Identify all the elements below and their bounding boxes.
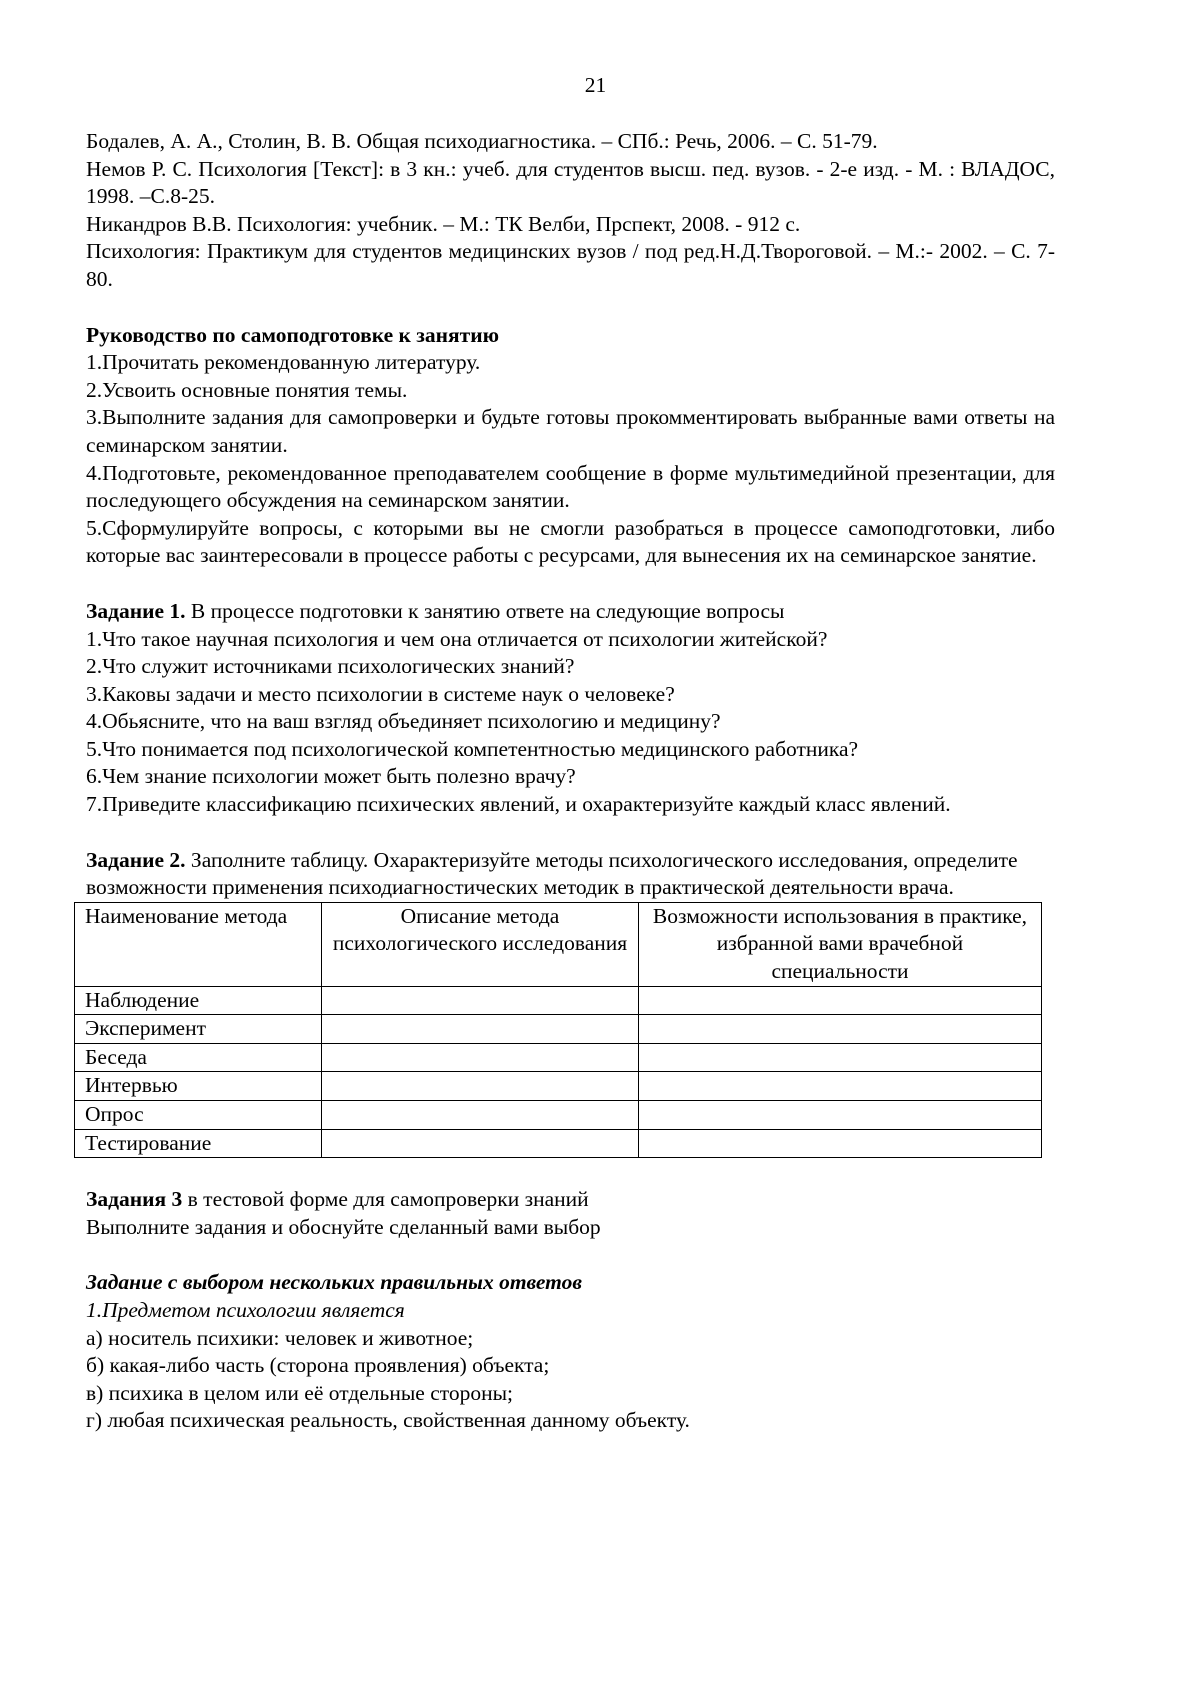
task-2-label: Задание 2. — [86, 847, 186, 872]
description-cell — [322, 1129, 639, 1158]
task-1-question: 7.Приведите классификацию психических явлений, и охарактеризуйте каждый класс явлений. — [86, 792, 951, 817]
answer-option: в) психика в целом или её отдельные стороны; — [86, 1380, 514, 1405]
description-cell — [322, 1043, 639, 1072]
table-header-cell: Наименование метода — [75, 902, 322, 986]
method-name-cell: Наблюдение — [75, 986, 322, 1015]
table-header-row — [75, 902, 1042, 986]
page-content — [86, 128, 1055, 1435]
task-2-intro: Заполните таблицу. Охарактеризуйте методы психологического исследования, определите возможности применения психодиагностических методик в практической деятельности врача. — [86, 847, 1018, 900]
references-list — [86, 128, 1055, 294]
description-cell — [322, 1072, 639, 1101]
usage-cell — [639, 1101, 1042, 1130]
task-1-intro: В процессе подготовки к занятию ответе на следующие вопросы — [185, 598, 785, 623]
task-3-instruction: Выполните задания и обоснуйте сделанный вами выбор — [86, 1214, 601, 1239]
table-row — [75, 1129, 1042, 1158]
task-3-label: Задания 3 — [86, 1187, 183, 1212]
page-number: 21 — [584, 73, 607, 97]
guide-item: 3.Выполните задания для самопроверки и будьте готовы прокомментировать выбранные вами ответы на семинарском занятии. — [86, 405, 1055, 457]
method-name-cell: Опрос — [75, 1101, 322, 1130]
table-row — [75, 1015, 1042, 1044]
table-header-cell: Возможности использования в практике, избранной вами врачебной специальности — [639, 902, 1042, 986]
method-name-cell: Интервью — [75, 1072, 322, 1101]
description-cell — [322, 1015, 639, 1044]
methods-table — [74, 902, 1042, 1158]
task-1-question: 5.Что понимается под психологической компетентностью медицинского работника? — [86, 736, 859, 761]
multiple-choice-section — [86, 1269, 1055, 1435]
answer-option: а) носитель психики: человек и животное; — [86, 1325, 474, 1350]
table-row — [75, 986, 1042, 1015]
usage-cell — [639, 986, 1042, 1015]
answer-option: б) какая-либо часть (сторона проявления) объекта; — [86, 1353, 550, 1378]
description-cell — [322, 1101, 639, 1130]
usage-cell — [639, 1072, 1042, 1101]
reference-item: Психология: Практикум для студентов медицинских вузов / под ред.Н.Д.Твороговой. – М.:- 2002. – С. 7-80. — [86, 239, 1055, 291]
table-header-cell: Описание метода психологического исследования — [322, 902, 639, 986]
description-cell — [322, 986, 639, 1015]
question-text: 1.Предметом психологии является — [86, 1297, 405, 1322]
method-name-cell: Беседа — [75, 1043, 322, 1072]
guide-item: 2.Усвоить основные понятия темы. — [86, 377, 408, 402]
task-1-question: 6.Чем знание психологии может быть полезно врачу? — [86, 764, 576, 789]
table-row — [75, 1043, 1042, 1072]
guide-item: 5.Сформулируйте вопросы, с которыми вы не смогли разобраться в процессе самоподготовки, либо которые вас заинтересовали в процессе работы с ресурсами, для вынесения их на семинарское занятие. — [86, 515, 1055, 568]
task-1-question: 3.Каковы задачи и место психологии в системе наук о человеке? — [86, 681, 675, 706]
usage-cell — [639, 1043, 1042, 1072]
reference-item: Никандров В.В. Психология: учебник. – М.: ТК Велби, Прспект, 2008. - 912 с. — [86, 211, 801, 236]
task-3-intro: в тестовой форме для самопроверки знаний — [182, 1187, 589, 1212]
multi-choice-heading: Задание с выбором нескольких правильных ответов — [86, 1270, 582, 1295]
table-row — [75, 1072, 1042, 1101]
task-1-label: Задание 1. — [86, 598, 186, 623]
guide-heading: Руководство по самоподготовке к занятию — [86, 322, 500, 347]
guide-item: 4.Подготовьте, рекомендованное преподавателем сообщение в форме мультимедийной презентации, для последующего обсуждения на семинарском занятии. — [86, 460, 1055, 513]
reference-item: Немов Р. С. Психология [Текст]: в 3 кн.: учеб. для студентов высш. пед. вузов. - 2-е изд. - М. : ВЛАДОС, 1998. –С.8-25. — [86, 156, 1055, 209]
table-row — [75, 1101, 1042, 1130]
task-3 — [86, 1186, 1055, 1241]
reference-item: Бодалев, А. А., Столин, В. В. Общая психодиагностика. – СПб.: Речь, 2006. – С. 51-79. — [86, 129, 878, 153]
task-1 — [86, 598, 1055, 819]
answer-option: г) любая психическая реальность, свойственная данному объекту. — [86, 1408, 690, 1433]
self-study-guide — [86, 322, 1055, 570]
task-1-question: 4.Обьясните, что на ваш взгляд объединяет психологию и медицину? — [86, 709, 721, 734]
task-1-question: 1.Что такое научная психология и чем она отличается от психологии житейской? — [86, 626, 828, 651]
task-1-question: 2.Что служит источниками психологических знаний? — [86, 654, 575, 679]
method-name-cell: Тестирование — [75, 1129, 322, 1158]
usage-cell — [639, 1015, 1042, 1044]
usage-cell — [639, 1129, 1042, 1158]
method-name-cell: Эксперимент — [75, 1015, 322, 1044]
task-2 — [86, 847, 1055, 1159]
guide-item: 1.Прочитать рекомендованную литературу. — [86, 350, 481, 375]
